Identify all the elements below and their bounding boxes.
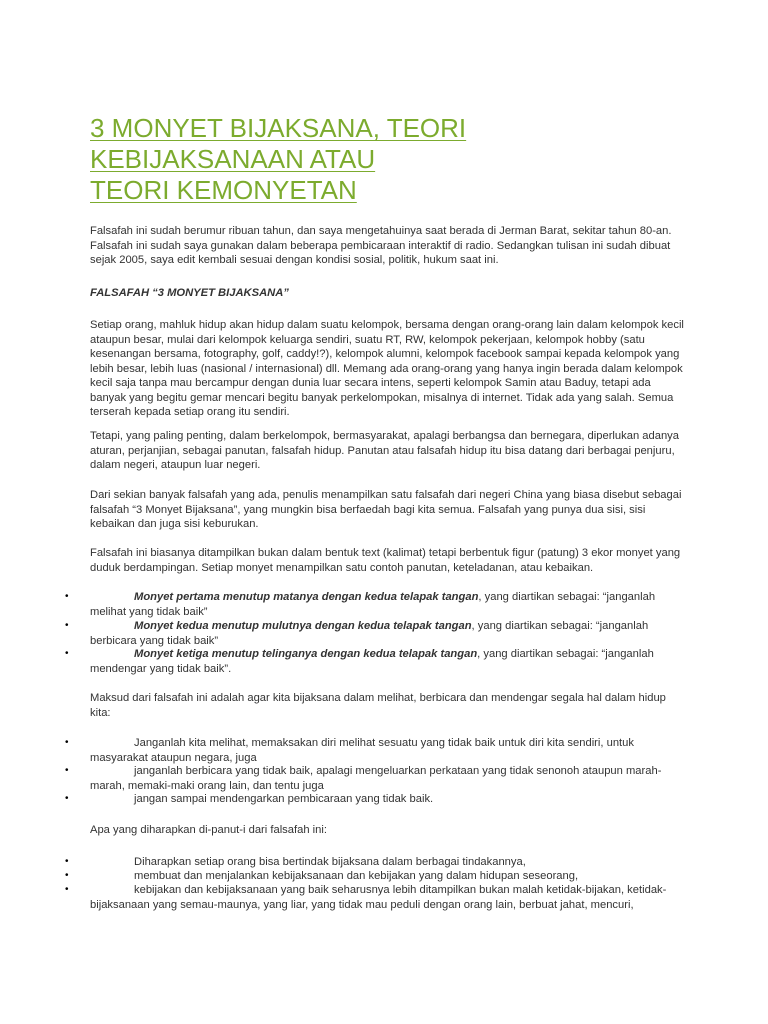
bullet-icon: •: [65, 620, 69, 631]
paragraph-figure: Falsafah ini biasanya ditampilkan bukan dalam bentuk text (kalimat) tetapi berbentuk figur (patung) 3 ekor monyet yang duduk berdampingan. Setiap monyet menampilkan satu contoh panutan, keteladanan, atau kebaikan.: [90, 547, 681, 574]
list-item-meaning-1: Janganlah kita melihat, memaksakan diri melihat sesuatu yang tidak baik untuk diri kita sendiri, untuk masyarakat ataupun negara, juga: [90, 737, 634, 764]
paragraph-rules: Tetapi, yang paling penting, dalam berkelompok, bermasyarakat, apalagi berbangsa dan bernegara, diperlukan adanya aturan, perjanjian, sebagai panutan, falsafah hidup. Panutan atau falsafah hidup itu bisa datang dari berbagai penjuru, dalam negeri, ataupun luar negeri.: [90, 430, 679, 471]
bullet-icon: •: [65, 591, 69, 602]
monkey-1-bold: Monyet pertama menutup matanya dengan kedua telapak tangan: [134, 591, 479, 603]
bullet-icon: •: [65, 870, 69, 881]
monkey-3-rest: , yang diartikan sebagai: “janganlah mendengar yang tidak baik”.: [90, 648, 654, 675]
list-item-hope-1: Diharapkan setiap orang bisa bertindak bijaksana dalam berbagai tindakannya,: [134, 856, 526, 868]
monkey-2-rest: , yang diartikan sebagai: “janganlah berbicara yang tidak baik”: [90, 620, 649, 647]
monkey-1-rest: , yang diartikan sebagai: “janganlah melihat yang tidak baik”: [90, 591, 656, 618]
bullet-icon: •: [65, 648, 69, 659]
bullet-icon: •: [65, 884, 69, 895]
monkey-2-bold: Monyet kedua menutup mulutnya dengan kedua telapak tangan: [134, 620, 472, 632]
bullet-icon: •: [65, 793, 69, 804]
list-item-monkey-2: [90, 619, 685, 648]
list-item-meaning-2: janganlah berbicara yang tidak baik, apalagi mengeluarkan perkataan yang tidak senonoh ataupun marah-marah, memaki-maki orang lain, dan tentu juga: [90, 765, 662, 792]
monkey-3-bold: Monyet ketiga menutup telinganya dengan kedua telapak tangan: [134, 648, 478, 660]
title-line-2: KEBIJAKSANAAN ATAU: [90, 144, 376, 174]
title-line-1: 3 MONYET BIJAKSANA, TEORI: [90, 113, 467, 143]
intro-paragraph: Falsafah ini sudah berumur ribuan tahun, dan saya mengetahuinya saat berada di Jerman Barat, sekitar tahun 80-an. Falsafah ini sudah saya gunakan dalam beberapa pembicaraan interaktif di radio. Sedangkan tulisan ini sudah dibuat sejak 2005, saya edit kembali sesuai dengan kondisi sosial, politik, hukum saat ini.: [90, 225, 672, 266]
list-item-hope-3: kebijakan dan kebijaksanaan yang baik seharusnya lebih ditampilkan bukan malah ketidak-bijakan, ketidak-bijaksanaan yang semau-maunya, yang liar, yang tidak mau peduli dengan orang lain, berbuat jahat, mencuri,: [90, 884, 667, 911]
list-item-meaning-3: jangan sampai mendengarkan pembicaraan yang tidak baik.: [134, 793, 434, 805]
paragraph-groups: Setiap orang, mahluk hidup akan hidup dalam suatu kelompok, bersama dengan orang-orang lain dalam kelompok kecil ataupun besar, mulai dari kelompok keluarga sendiri, suatu RT, RW, kelompok pekerjaan, kelompok hobby (satu kesenangan bersama, fotography, golf, caddy!?), kelompok alumni, kelompok facebook sampai kepada kelompok yang lebih besar, lebih luas (nasional / internasional) dll. Memang ada orang-orang yang hanya ingin berada dalam kelompok kecil saja tanpa mau bercampur dengan dunia luar secara intens, seperti kelompok Samin atau Baduy, tetapi ada banyak yang begitu gemar mencari begitu banyak perkelompokan, misalnya di internet. Tidak ada yang salah. Semua terserah kepada setiap orang itu sendiri.: [90, 319, 684, 418]
bullet-icon: •: [65, 856, 69, 867]
bullet-icon: •: [65, 737, 69, 748]
list-item-hope-2: membuat dan menjalankan kebijaksanaan dan kebijakan yang dalam hidupan seseorang,: [134, 870, 579, 882]
paragraph-origin: Dari sekian banyak falsafah yang ada, penulis menampilkan satu falsafah dari negeri China yang biasa disebut sebagai falsafah “3 Monyet Bijaksana”, yang mungkin bisa berfaedah bagi kita semua. Falsafah yang punya dua sisi, sisi kebaikan dan juga sisi keburukan.: [90, 489, 682, 530]
bullet-icon: •: [65, 765, 69, 776]
title-line-3: TEORI KEMONYETAN: [90, 175, 357, 205]
paragraph-purpose: Maksud dari falsafah ini adalah agar kita bijaksana dalam melihat, berbicara dan mendengar segala hal dalam hidup kita:: [90, 692, 666, 719]
section-heading: FALSAFAH “3 MONYET BIJAKSANA”: [90, 287, 289, 299]
paragraph-hopes-intro: Apa yang diharapkan di-panut-i dari falsafah ini:: [90, 824, 327, 836]
list-item-monkey-3: [90, 647, 685, 676]
list-item-monkey-1: [90, 590, 685, 619]
document-title: [90, 113, 570, 206]
